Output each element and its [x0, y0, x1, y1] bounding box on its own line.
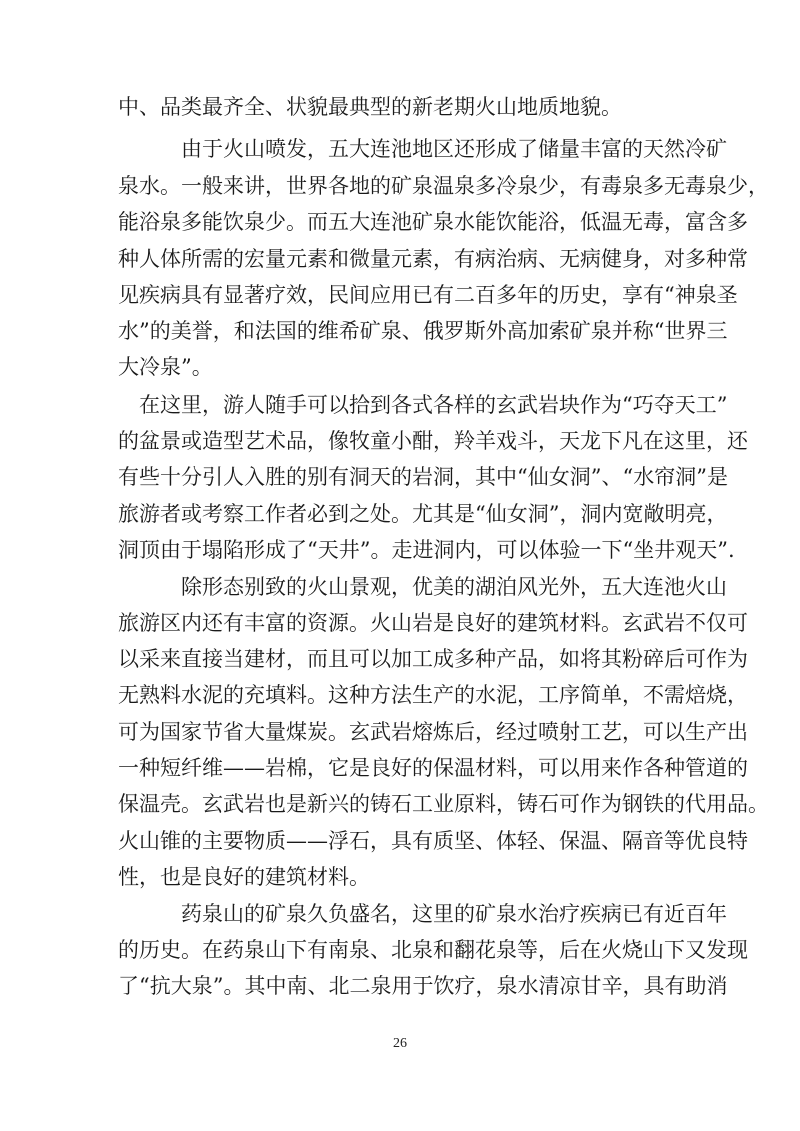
text-line: 一种短纤维——岩棉，它是良好的保温材料，可以用来作各种管道的 — [118, 756, 748, 780]
page-number: 26 — [393, 1036, 407, 1051]
text-line: 了“抗大泉”。其中南、北二泉用于饮疗，泉水清凉甘辛，具有助消 — [118, 974, 728, 998]
text-line: 药泉山的矿泉久负盛名，这里的矿泉水治疗疾病已有近百年 — [118, 902, 727, 926]
text-line: 有些十分引人入胜的别有洞天的岩洞，其中“仙女洞”、“水帘洞”是 — [118, 465, 728, 489]
text-line: 性，也是良好的建筑材料。 — [118, 865, 370, 889]
text-line: 由于火山喷发，五大连池地区还形成了储量丰富的天然冷矿 — [118, 137, 727, 161]
text-line: 以采来直接当建材，而且可以加工成多种产品，如将其粉碎后可作为 — [118, 647, 748, 671]
text-line: 旅游区内还有丰富的资源。火山岩是良好的建筑材料。玄武岩不仅可 — [118, 611, 748, 635]
text-line: 中、品类最齐全、状貌最典型的新老期火山地质地貌。 — [118, 95, 622, 119]
text-line: 旅游者或考察工作者必到之处。尤其是“仙女洞”，洞内宽敞明亮， — [118, 502, 728, 526]
text-line: 泉水。一般来讲，世界各地的矿泉温泉多冷泉少，有毒泉多无毒泉少， — [118, 174, 769, 198]
text-line: 的历史。在药泉山下有南泉、北泉和翻花泉等，后在火烧山下又发现 — [118, 938, 748, 962]
text-line: 能浴泉多能饮泉少。而五大连池矿泉水能饮能浴，低温无毒，富含多 — [118, 210, 748, 234]
text-line: 火山锥的主要物质——浮石，具有质坚、体轻、保温、隔音等优良特 — [118, 829, 748, 853]
text-line: 除形态别致的火山景观，优美的湖泊风光外，五大连池火山 — [118, 575, 727, 599]
text-line: 的盆景或造型艺术品，像牧童小酣，羚羊戏斗，天龙下凡在这里，还 — [118, 429, 748, 453]
text-line: 种人体所需的宏量元素和微量元素，有病治病、无病健身，对多种常 — [118, 247, 748, 271]
text-line: 无熟料水泥的充填料。这种方法生产的水泥，工序简单，不需焙烧， — [118, 683, 748, 707]
text-line: 大冷泉”。 — [118, 355, 213, 379]
text-line: 在这里，游人随手可以拾到各式各样的玄武岩块作为“巧夺天工” — [118, 393, 728, 417]
text-line: 保温壳。玄武岩也是新兴的铸石工业原料，铸石可作为钢铁的代用品。 — [118, 792, 769, 816]
text-line: 洞顶由于塌陷形成了“天井”。走进洞内，可以体验一下“坐井观天”. — [118, 538, 735, 562]
text-line: 见疾病具有显著疗效，民间应用已有二百多年的历史，享有“神泉圣 — [118, 283, 738, 307]
text-line: 可为国家节省大量煤炭。玄武岩熔炼后，经过喷射工艺，可以生产出 — [118, 720, 748, 744]
text-line: 水”的美誉，和法国的维希矿泉、俄罗斯外高加索矿泉并称“世界三 — [118, 319, 728, 343]
